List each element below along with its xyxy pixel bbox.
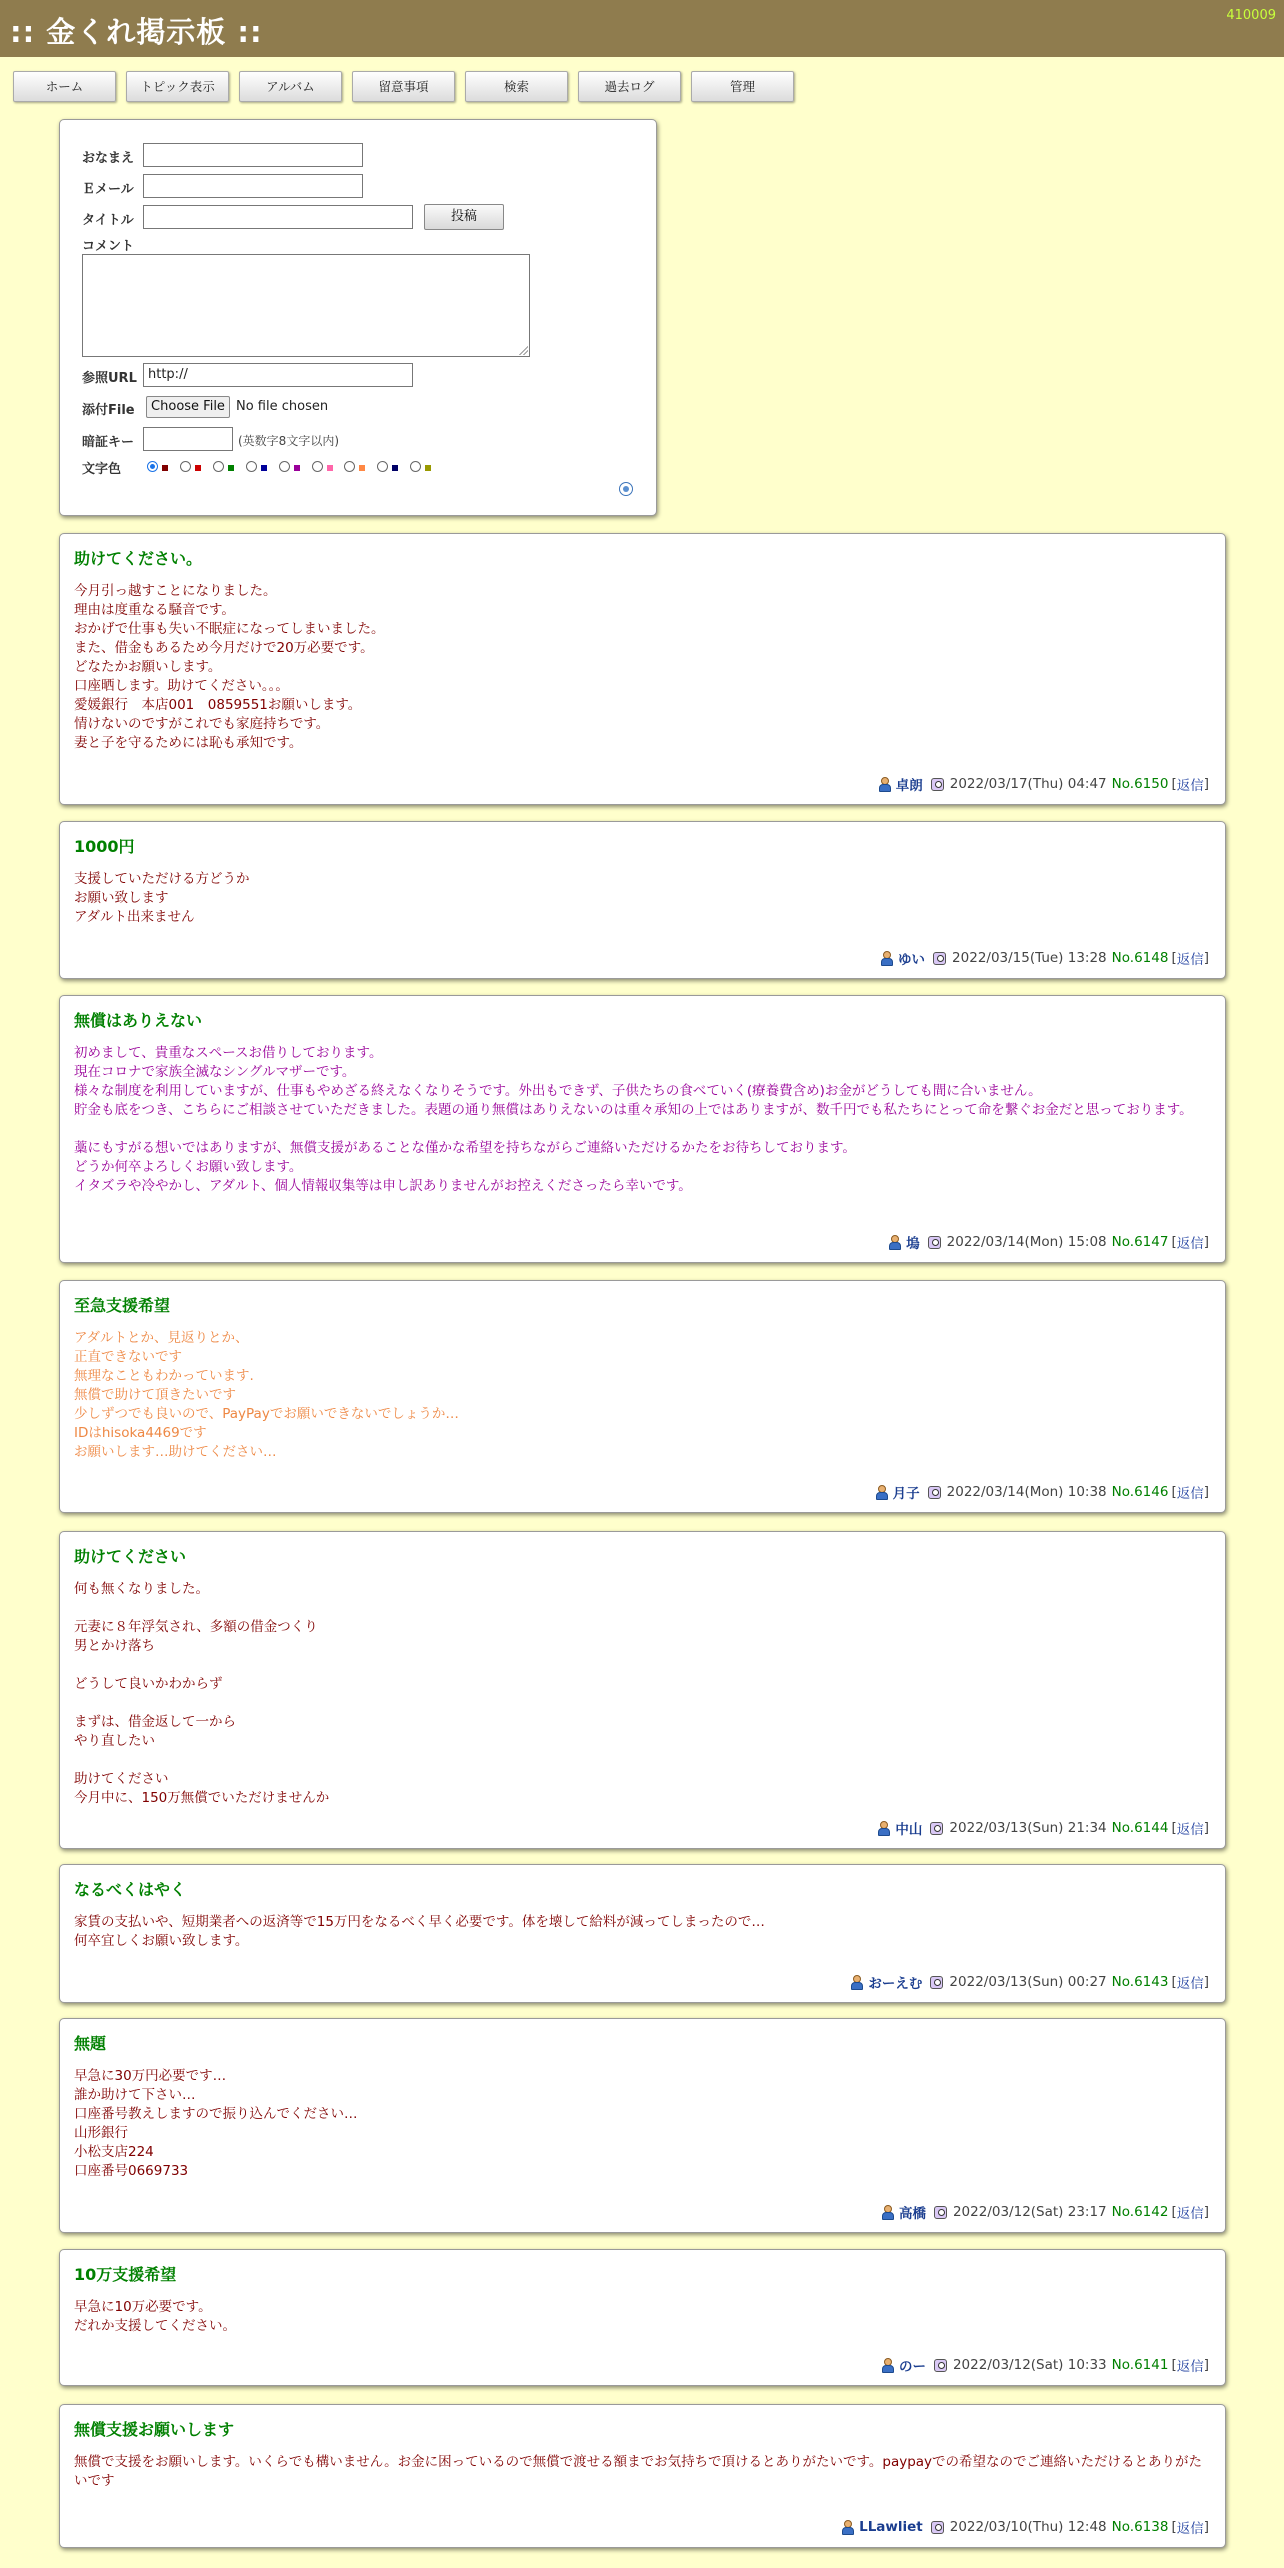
post-body: 何も無くなりました。 元妻に８年浮気され、多額の借金つくり 男とかけ落ち どうして良いかわからず まずは、借金返して一から やり直したい 助けてください 今月中に、150万無償でいただけませんか [74, 1581, 330, 1806]
site-header [0, 0, 1284, 57]
comment-textarea[interactable] [82, 254, 530, 357]
nav-notes-button[interactable]: 留意事項 [352, 71, 455, 102]
color-radio[interactable] [147, 461, 158, 472]
bracket-close: ] [1203, 1484, 1209, 1500]
reply-link[interactable]: 返信 [1176, 2359, 1204, 2375]
post-author: 月子 [892, 1486, 920, 1502]
post-author: おーえむ [868, 1976, 923, 1992]
post-date: 2022/03/15(Tue) 13:28 [952, 950, 1107, 966]
bracket-close: ] [1203, 1974, 1209, 1990]
resize-grip-icon[interactable] [519, 346, 528, 355]
post-title: 無償支援お願いします [74, 2420, 235, 2439]
post-number: No.6142 [1111, 2204, 1169, 2220]
post-number: No.6138 [1111, 2519, 1169, 2535]
post-number: No.6148 [1111, 950, 1169, 966]
post-title: 1000円 [74, 837, 135, 856]
post-date: 2022/03/14(Mon) 15:08 [946, 1234, 1107, 1250]
reply-link[interactable]: 返信 [1176, 1822, 1204, 1838]
post-body: 早急に30万円必要です… 誰か助けて下さい… 口座番号教えしますので振り込んでください… 山形銀行 小松支店224 口座番号0669733 [74, 2068, 358, 2179]
nav-topics-button[interactable]: トピック表示 [126, 71, 229, 102]
url-label: 参照URL [82, 371, 137, 386]
post-author: 高橋 [898, 2206, 926, 2222]
post-meta [880, 948, 1209, 968]
post-form [59, 119, 657, 516]
bracket-close: ] [1203, 1234, 1209, 1250]
file-label: 添付File [82, 403, 135, 418]
choose-file-button[interactable]: Choose File [146, 396, 230, 418]
post-card [59, 821, 1226, 979]
color-radio[interactable] [312, 461, 323, 472]
color-radio[interactable] [180, 461, 191, 472]
post-card [59, 1280, 1226, 1513]
color-swatch [359, 465, 365, 471]
clock-icon [930, 1822, 943, 1835]
post-card [59, 1531, 1226, 1849]
bracket-close: ] [1203, 776, 1209, 792]
nav-album-button[interactable]: アルバム [239, 71, 342, 102]
color-label: 文字色 [82, 462, 122, 477]
nav-admin-button[interactable]: 管理 [691, 71, 794, 102]
user-icon [877, 1821, 889, 1835]
submit-button[interactable]: 投稿 [424, 204, 504, 230]
bracket-open: [ [1171, 2519, 1177, 2535]
file-status-text: No file chosen [236, 399, 329, 414]
post-author: 中山 [895, 1822, 923, 1838]
reply-link[interactable]: 返信 [1176, 1976, 1204, 1992]
color-swatch [327, 465, 333, 471]
reply-link[interactable]: 返信 [1176, 1486, 1204, 1502]
bracket-open: [ [1171, 1820, 1177, 1836]
post-date: 2022/03/10(Thu) 12:48 [949, 2519, 1107, 2535]
clock-icon [928, 1236, 941, 1249]
clock-icon [934, 2206, 947, 2219]
clock-icon [933, 952, 946, 965]
color-swatch [261, 465, 267, 471]
post-author: のー [898, 2359, 926, 2375]
bracket-close: ] [1203, 2357, 1209, 2373]
reply-link[interactable]: 返信 [1176, 778, 1204, 794]
post-title: 無題 [74, 2034, 107, 2053]
name-field[interactable] [143, 143, 363, 167]
post-card [59, 2249, 1226, 2386]
post-author: LLawliet [859, 2519, 923, 2535]
color-swatch [392, 465, 398, 471]
post-body: 支援していただける方どうか お願い致します アダルト出来ません [74, 871, 250, 925]
title-field[interactable] [143, 205, 413, 229]
post-date: 2022/03/13(Sun) 00:27 [949, 1974, 1107, 1990]
bracket-open: [ [1171, 1234, 1177, 1250]
user-icon [881, 2358, 893, 2372]
clock-icon [934, 2359, 947, 2372]
post-number: No.6144 [1111, 1820, 1169, 1836]
site-title: :: 金くれ掲示板 :: [10, 15, 263, 49]
post-meta [881, 2355, 1209, 2375]
post-meta [888, 1232, 1209, 1252]
post-title: 無償はありえない [74, 1011, 203, 1030]
color-swatch [162, 465, 168, 471]
post-card [59, 2404, 1226, 2548]
post-meta [878, 774, 1209, 794]
bracket-close: ] [1203, 950, 1209, 966]
nav-home-button[interactable]: ホーム [13, 71, 116, 102]
user-icon [888, 1235, 900, 1249]
email-label: Ｅメール [82, 182, 134, 197]
post-date: 2022/03/12(Sat) 10:33 [952, 2357, 1107, 2373]
color-swatch [228, 465, 234, 471]
key-label: 暗証キー [82, 435, 135, 450]
color-radio[interactable] [213, 461, 224, 472]
color-radio[interactable] [279, 461, 290, 472]
title-label: タイトル [82, 213, 134, 228]
post-title: 助けてください [74, 1547, 187, 1566]
post-author: 卓朗 [895, 778, 923, 794]
post-card [59, 1864, 1226, 2003]
email-field[interactable] [143, 174, 363, 198]
clock-icon [930, 1976, 943, 1989]
post-card [59, 2018, 1226, 2233]
post-title: 至急支援希望 [74, 1296, 171, 1315]
post-meta [850, 1972, 1209, 1992]
bracket-open: [ [1171, 950, 1177, 966]
user-icon [850, 1975, 862, 1989]
post-author: ゆい [898, 952, 926, 968]
reply-link[interactable]: 返信 [1176, 2521, 1204, 2537]
post-date: 2022/03/17(Thu) 04:47 [949, 776, 1107, 792]
nav-archive-button[interactable]: 過去ログ [578, 71, 681, 102]
post-card [59, 533, 1226, 805]
color-swatch [195, 465, 201, 471]
url-field[interactable]: http:// [143, 363, 413, 387]
post-author: 塢 [906, 1236, 920, 1252]
comment-label: コメント [82, 239, 135, 254]
post-meta [877, 1818, 1209, 1838]
post-meta [841, 2517, 1209, 2537]
bracket-open: [ [1171, 776, 1177, 792]
color-swatch [294, 465, 300, 471]
bracket-open: [ [1171, 2357, 1177, 2373]
clock-icon [931, 2521, 944, 2534]
post-body: 今月引っ越すことになりました。 理由は度重なる騒音です。 おかげで仕事も失い不眠症になってしまいました。 また、借金もあるため今月だけで20万必要です。 どなたかお願いします。 口座晒します。助けてください。。。 愛媛銀行 本店001 0859551お願いします。 情けないのですがこれでも家庭持ちです。 妻と子を守るためには恥も承知です。 [74, 583, 385, 751]
name-label: おなまえ [82, 151, 135, 166]
key-field[interactable] [143, 427, 233, 451]
reply-link[interactable]: 返信 [1176, 1236, 1204, 1252]
user-icon [880, 951, 892, 965]
post-body: 初めまして、貴重なスペースお借りしております。 現在コロナで家族全滅なシングルマザーです。 様々な制度を利用していますが、仕事もやめざる終えなくなりそうです。外出もできず、子供たちの食べていく(療養費含め)お金がどうしても間に合いません。 貯金も底をつき、こちらにご相談させていただきました。表題の通り無償はありえないのは重々承知の上ではありますが、数千円でも私たちにとって命を繋ぐお金だと思っております。 藁にもすがる想いではありますが、無償支援があることな僅かな希望を持ちながらご連絡いただけるかたをお待ちしております。 どうか何卒よろしくお願い致します。 イタズラや冷やかし、アダルト、個人情報収集等は申し訳ありませんがお控えくださったら幸いです。 [74, 1045, 1193, 1194]
view-icon[interactable] [619, 482, 633, 496]
user-icon [878, 777, 890, 791]
post-number: No.6147 [1111, 1234, 1169, 1250]
user-icon [875, 1485, 887, 1499]
post-date: 2022/03/12(Sat) 23:17 [952, 2204, 1107, 2220]
key-hint: (英数字8文字以内) [238, 434, 339, 448]
post-number: No.6150 [1111, 776, 1169, 792]
bracket-open: [ [1171, 2204, 1177, 2220]
post-body: 早急に10万必要です。 だれか支援してください。 [74, 2299, 236, 2334]
bracket-open: [ [1171, 1974, 1177, 1990]
bracket-close: ] [1203, 1820, 1209, 1836]
post-date: 2022/03/13(Sun) 21:34 [949, 1820, 1107, 1836]
post-number: No.6143 [1111, 1974, 1169, 1990]
nav-search-button[interactable]: 検索 [465, 71, 568, 102]
post-body: アダルトとか、見返りとか、 正直できないです 無理なこともわかっています. 無償で助けて頂きたいです 少しずつでも良いので、PayPayでお願いできないでしょうか… IDはhisoka4469です お願いします…助けてください… [74, 1330, 459, 1460]
bracket-close: ] [1203, 2519, 1209, 2535]
post-title: 10万支援希望 [74, 2265, 177, 2284]
clock-icon [928, 1486, 941, 1499]
user-icon [881, 2205, 893, 2219]
reply-link[interactable]: 返信 [1176, 952, 1204, 968]
post-number: No.6146 [1111, 1484, 1169, 1500]
post-date: 2022/03/14(Mon) 10:38 [946, 1484, 1107, 1500]
bracket-open: [ [1171, 1484, 1177, 1500]
post-body: 無償で支援をお願いします。いくらでも構いません。お金に困っているので無償で渡せる額までお気持ちで頂けるとありがたいです。paypayでの希望なのでご連絡いただけるとありがたいです [74, 2454, 1203, 2489]
bracket-close: ] [1203, 2204, 1209, 2220]
user-icon [841, 2520, 853, 2534]
color-swatch [425, 465, 431, 471]
post-title: なるべくはやく [74, 1880, 187, 1899]
color-radio[interactable] [246, 461, 257, 472]
post-meta [875, 1482, 1209, 1502]
access-counter: 410009 [1226, 8, 1276, 23]
post-card [59, 995, 1226, 1263]
post-number: No.6141 [1111, 2357, 1169, 2373]
post-meta [881, 2202, 1209, 2222]
post-title: 助けてください。 [74, 549, 203, 568]
reply-link[interactable]: 返信 [1176, 2206, 1204, 2222]
clock-icon [931, 778, 944, 791]
post-body: 家賃の支払いや、短期業者への返済等で15万円をなるべく早く必要です。体を壊して給料が減ってしまったので… 何卒宜しくお願い致します。 [74, 1914, 765, 1949]
